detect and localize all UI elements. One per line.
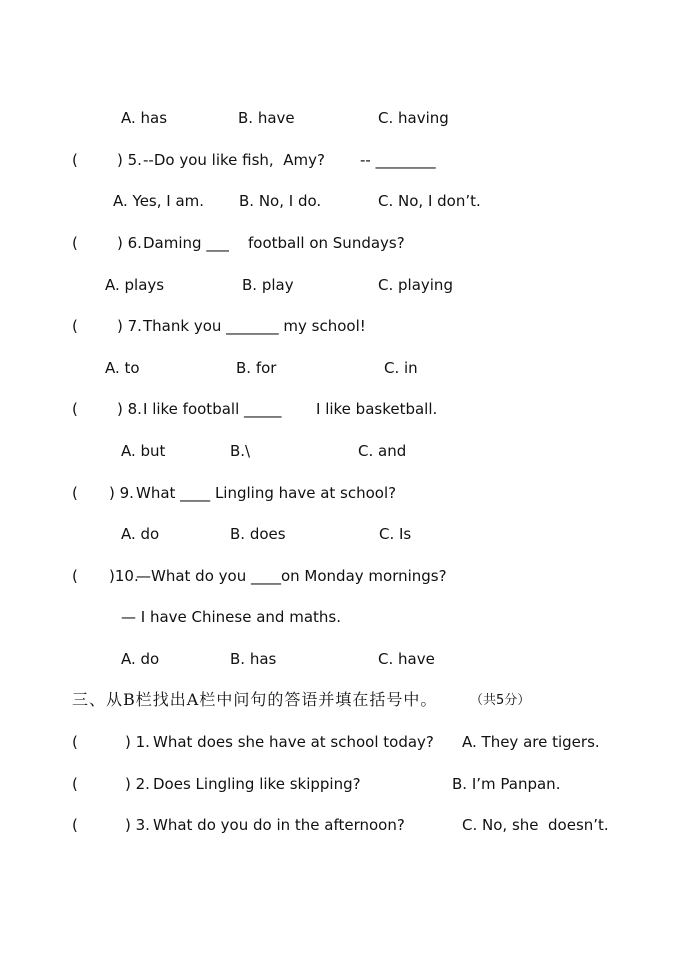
matching-row-1-question: What does she have at school today?	[153, 733, 434, 751]
q7-stem: Thank you _______ my school!	[143, 317, 366, 335]
q10-option-b: B. has	[230, 650, 277, 668]
q5-bracket-open: (	[72, 151, 78, 169]
q5-option-c: C. No, I don’t.	[378, 192, 481, 210]
matching-row-2-number: ) 2.	[125, 775, 150, 793]
q4-option-c: C. having	[378, 109, 449, 127]
q8-option-c: C. and	[358, 442, 407, 460]
q9-option-b: B. does	[230, 525, 286, 543]
q10-option-a: A. do	[121, 650, 160, 668]
matching-row-2-answer: B. I’m Panpan.	[452, 775, 561, 793]
q5-number: ) 5.	[117, 151, 142, 169]
q6-stem-start: Daming ___	[143, 234, 229, 252]
q8-stem-end: I like basketball.	[316, 400, 438, 418]
q4-option-a: A. has	[121, 109, 168, 127]
q8-option-b: B.\	[230, 442, 251, 460]
q10-option-c: C. have	[378, 650, 435, 668]
q9-option-a: A. do	[121, 525, 160, 543]
matching-row-3-answer: C. No, she doesn’t.	[462, 816, 609, 834]
matching-row-1-bracket: (	[72, 733, 78, 751]
q10-bracket-open: (	[72, 567, 78, 585]
matching-row-2-bracket: (	[72, 775, 78, 793]
q6-option-a: A. plays	[105, 276, 165, 294]
q5-option-b: B. No, I do.	[239, 192, 322, 210]
q8-stem-start: I like football _____	[143, 400, 282, 418]
q9-number: ) 9.	[109, 484, 134, 502]
q6-number: ) 6.	[117, 234, 142, 252]
q8-number: ) 8.	[117, 400, 142, 418]
q5-stem: --Do you like fish, Amy?	[143, 151, 325, 169]
q7-option-a: A. to	[105, 359, 140, 377]
q7-bracket-open: (	[72, 317, 78, 335]
matching-row-1-number: ) 1.	[125, 733, 150, 751]
q7-number: ) 7.	[117, 317, 142, 335]
q8-option-a: A. but	[121, 442, 166, 460]
q9-stem: What ____ Lingling have at school?	[136, 484, 397, 502]
q7-option-b: B. for	[236, 359, 277, 377]
q6-bracket-open: (	[72, 234, 78, 252]
q6-option-c: C. playing	[378, 276, 453, 294]
q9-bracket-open: (	[72, 484, 78, 502]
q8-bracket-open: (	[72, 400, 78, 418]
q10-number: )10.	[109, 567, 139, 585]
matching-row-3-number: ) 3.	[125, 816, 150, 834]
q6-stem-end: football on Sundays?	[248, 234, 405, 252]
q7-option-c: C. in	[384, 359, 418, 377]
q10-answer-line: — I have Chinese and maths.	[121, 608, 341, 626]
matching-row-3-question: What do you do in the afternoon?	[153, 816, 405, 834]
matching-row-1-answer: A. They are tigers.	[462, 733, 600, 751]
section3-title: 三、从B栏找出A栏中问句的答语并填在括号中。	[72, 690, 438, 709]
matching-row-3-bracket: (	[72, 816, 78, 834]
q4-option-b: B. have	[238, 109, 295, 127]
section3-points: （共5分）	[470, 693, 531, 708]
q5-option-a: A. Yes, I am.	[113, 192, 205, 210]
q5-answer-prompt: -- ________	[360, 151, 436, 169]
matching-row-2-question: Does Lingling like skipping?	[153, 775, 361, 793]
q10-stem: —What do you ____on Monday mornings?	[136, 567, 447, 585]
q6-option-b: B. play	[242, 276, 294, 294]
q9-option-c: C. Is	[379, 525, 412, 543]
